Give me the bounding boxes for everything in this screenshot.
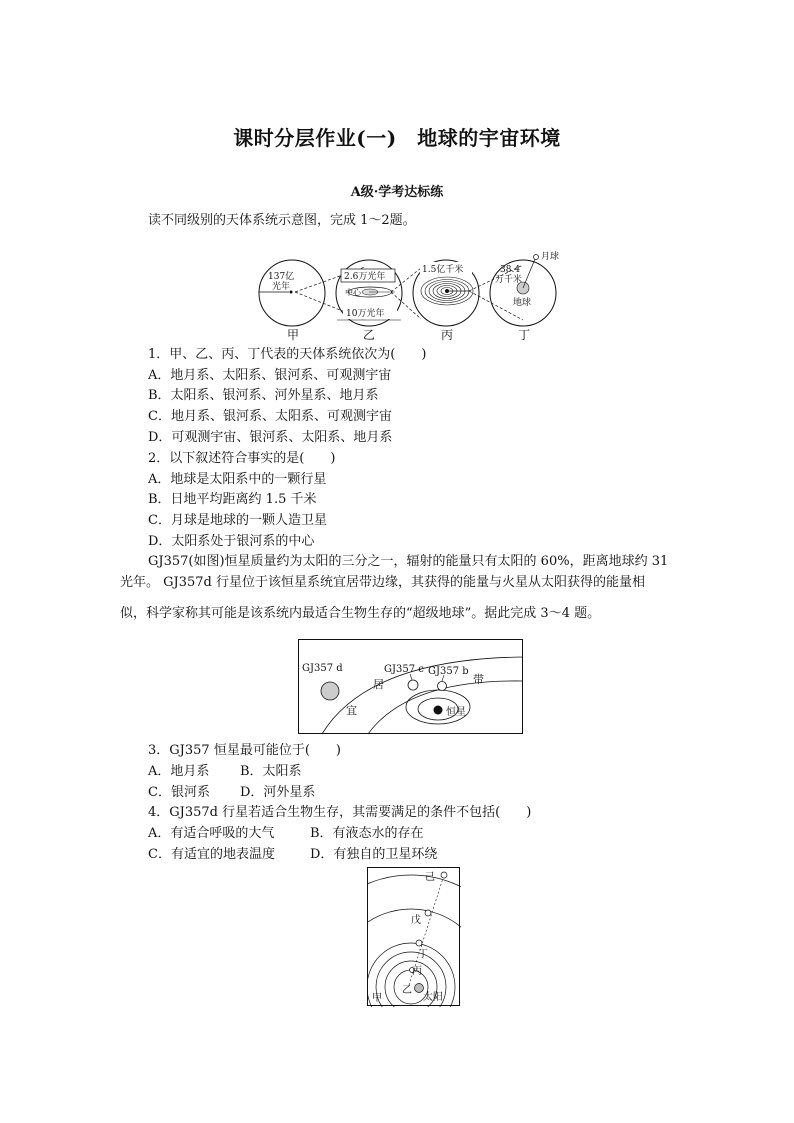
planet-c-label: GJ357 c <box>384 664 424 675</box>
label-bing: 丙 <box>412 966 422 977</box>
planet-d-label: GJ357 d <box>302 663 343 674</box>
intro2-line2: 光年。 GJ357d 行星位于该恒星系统宜居带边缘，其获得的能量与火星从太阳获得的能量相 <box>120 575 645 590</box>
q2-stem: 2．以下叙述符合事实的是( ) <box>148 451 336 466</box>
jia-unit-label: 光年 <box>272 282 291 292</box>
habitable-label-dai: 带 <box>473 673 484 686</box>
intro2-line1: GJ357(如图)恒星质量约为太阳的三分之一，辐射的能量只有太阳的 60%，距离地球约 31 <box>148 554 669 569</box>
q4-option-c: C．有适宜的地表温度 <box>148 847 275 862</box>
q3-stem: 3．GJ357 恒星最可能位于( ) <box>148 743 341 758</box>
q4-stem: 4．GJ357d 行星若适合生物生存，其需要满足的条件不包括( ) <box>148 805 532 820</box>
label-jia: 甲 <box>287 328 300 342</box>
q2-option-a: A．地球是太阳系中的一颗行星 <box>148 472 327 487</box>
planet-wu-icon <box>425 910 431 916</box>
planet-c-icon <box>408 680 418 690</box>
q1-option-c: C．地月系、银河系、太阳系、可观测宇宙 <box>148 409 392 424</box>
q3-option-b: B．太阳系 <box>240 764 302 779</box>
label-yi: 乙 <box>402 985 412 996</box>
figure-gj357-system <box>298 639 524 735</box>
label-ding: 丁 <box>418 949 428 960</box>
q1-option-d: D．可观测宇宙、银河系、太阳系、地月系 <box>148 430 393 445</box>
q3-option-c: C．银河系 <box>148 785 210 800</box>
jia-distance-label: 137亿 <box>268 272 295 282</box>
label-sun: 太阳 <box>423 992 443 1003</box>
planet-b-icon <box>438 682 447 691</box>
q1-option-b: B．太阳系、银河系、河外星系、地月系 <box>148 388 379 403</box>
moon-label: 月球 <box>541 252 560 262</box>
earth-label: 地球 <box>513 298 532 308</box>
label-ji: 己 <box>425 872 435 883</box>
star-icon <box>434 706 443 715</box>
figure-celestial-systems <box>255 248 565 344</box>
q4-option-d: D．有独自的卫星环绕 <box>310 847 438 862</box>
yi-diameter-label: 10万光年 <box>346 309 385 319</box>
q1-stem: 1．甲、乙、丙、丁代表的天体系统依次为( ) <box>148 347 427 362</box>
earth-moon-distance: 38.4 <box>500 265 521 275</box>
page-title: 课时分层作业(一) 地球的宇宙环境 <box>233 126 561 150</box>
label-bing: 丙 <box>441 328 454 342</box>
bing-distance-label: 1.5亿千米 <box>422 265 464 275</box>
intro2-line3: 似，科学家称其可能是该系统内最适合生物生存的“超级地球”。据此完成 3～4 题。 <box>120 606 601 621</box>
planet-d-icon <box>321 682 339 700</box>
q2-option-c: C．月球是地球的一颗人造卫星 <box>148 513 327 528</box>
earth-moon-distance-unit: 万千米 <box>495 275 523 285</box>
planet-ji-icon <box>441 872 447 878</box>
habitable-label-ju: 居 <box>373 678 384 691</box>
q1-option-a: A．地月系、太阳系、银河系、可观测宇宙 <box>148 368 392 383</box>
q3-option-d: D．河外星系 <box>240 785 316 800</box>
label-jia: 甲 <box>372 993 382 1004</box>
galaxy-center-label: 中心 <box>345 288 361 297</box>
habitable-label-yi: 宜 <box>346 704 357 717</box>
figure-solar-system <box>367 867 461 1007</box>
label-ding: 丁 <box>518 328 531 342</box>
planet-b-label: GJ357 b <box>428 666 469 677</box>
yi-thickness-label: 2.6万光年 <box>344 272 386 282</box>
label-wu: 戊 <box>411 915 421 926</box>
q4-option-b: B．有液态水的存在 <box>310 826 424 841</box>
section-heading: A级·学考达标练 <box>350 185 444 200</box>
moon-icon <box>534 255 539 260</box>
intro-text-1: 读不同级别的天体系统示意图，完成 1～2题。 <box>148 213 416 228</box>
q2-option-d: D．太阳系处于银河系的中心 <box>148 534 315 549</box>
label-yi: 乙 <box>363 328 376 342</box>
planet-ding-icon <box>416 940 422 946</box>
q4-option-a: A．有适合呼吸的大气 <box>148 826 275 841</box>
q2-option-b: B．日地平均距离约 1.5 千米 <box>148 492 317 507</box>
star-label: 恒星 <box>446 707 466 718</box>
q3-option-a: A．地月系 <box>148 764 210 779</box>
